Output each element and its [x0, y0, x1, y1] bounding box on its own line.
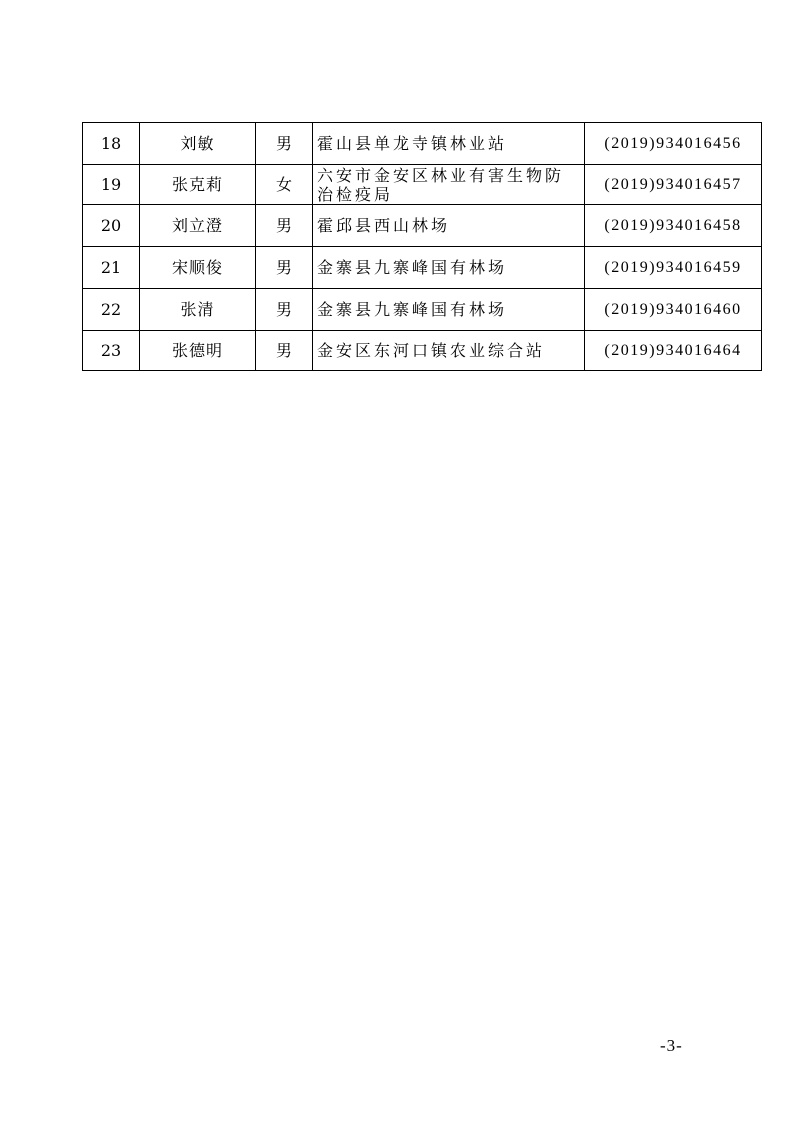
certificate-number: (2019)934016460 — [585, 289, 762, 331]
table-row — [83, 205, 762, 247]
certificate-number: (2019)934016457 — [585, 165, 762, 205]
person-name: 刘立澄 — [140, 205, 256, 247]
row-number: 19 — [83, 165, 140, 205]
work-unit: 金寨县九寨峰国有林场 — [313, 247, 585, 289]
person-name: 张克莉 — [140, 165, 256, 205]
person-gender: 男 — [256, 331, 313, 371]
person-gender: 男 — [256, 123, 313, 165]
row-number: 22 — [83, 289, 140, 331]
table-row — [83, 165, 762, 205]
person-name: 张清 — [140, 289, 256, 331]
person-name: 宋顺俊 — [140, 247, 256, 289]
person-name: 张德明 — [140, 331, 256, 371]
work-unit: 金寨县九寨峰国有林场 — [313, 289, 585, 331]
work-unit: 霍邱县西山林场 — [313, 205, 585, 247]
certificate-number: (2019)934016459 — [585, 247, 762, 289]
work-unit: 金安区东河口镇农业综合站 — [313, 331, 585, 371]
certificate-number: (2019)934016458 — [585, 205, 762, 247]
table-row — [83, 247, 762, 289]
row-number: 23 — [83, 331, 140, 371]
personnel-table — [82, 122, 762, 371]
person-gender: 男 — [256, 247, 313, 289]
person-name: 刘敏 — [140, 123, 256, 165]
person-gender: 男 — [256, 205, 313, 247]
person-gender: 男 — [256, 289, 313, 331]
row-number: 18 — [83, 123, 140, 165]
table-row — [83, 289, 762, 331]
certificate-number: (2019)934016464 — [585, 331, 762, 371]
certificate-number: (2019)934016456 — [585, 123, 762, 165]
row-number: 21 — [83, 247, 140, 289]
work-unit: 霍山县单龙寺镇林业站 — [313, 123, 585, 165]
page-number: -3- — [660, 1036, 683, 1055]
person-gender: 女 — [256, 165, 313, 205]
work-unit: 六安市金安区林业有害生物防治检疫局 — [313, 165, 585, 205]
row-number: 20 — [83, 205, 140, 247]
table-row — [83, 331, 762, 371]
table-row — [83, 123, 762, 165]
